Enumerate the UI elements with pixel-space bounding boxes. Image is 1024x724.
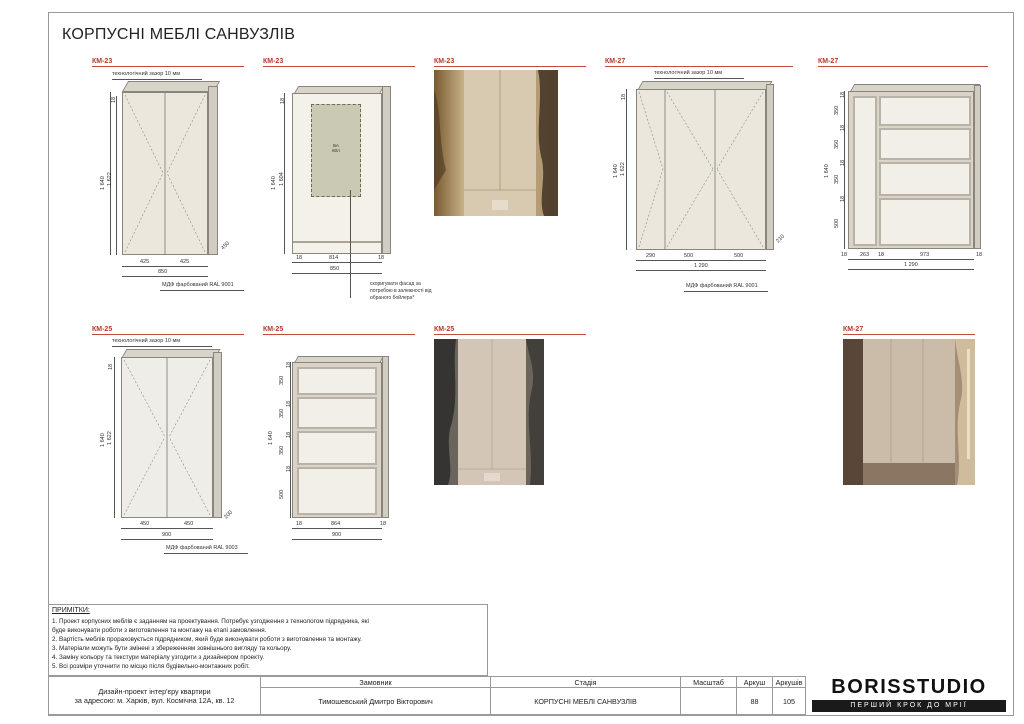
material-note: МДФ фарбований RAL 9001 bbox=[686, 283, 758, 289]
width-dim: 425 bbox=[180, 259, 190, 265]
narrow-column bbox=[853, 96, 877, 246]
client-header: Замовник bbox=[261, 677, 491, 688]
shelf-compartment bbox=[297, 367, 377, 395]
thick-dim: 18 bbox=[840, 195, 846, 202]
tag-underline bbox=[843, 334, 975, 335]
cabinet-front bbox=[122, 92, 208, 255]
leader-line bbox=[654, 78, 744, 79]
shelf-dim: 500 bbox=[279, 489, 285, 499]
dim-line bbox=[848, 269, 974, 270]
total-width-dim: 850 bbox=[158, 269, 168, 275]
dim: 263 bbox=[860, 252, 870, 258]
total-width-dim: 1 290 bbox=[904, 262, 918, 268]
gap-note: технологічний зазор 10 мм bbox=[654, 70, 723, 76]
dim-line bbox=[626, 89, 627, 250]
shelf-dim: 350 bbox=[834, 174, 840, 184]
page-title: КОРПУСНІ МЕБЛІ САНВУЗЛІВ bbox=[62, 26, 296, 43]
door-swing-lines bbox=[122, 358, 212, 517]
material-note: МДФ фарбований RAL 9001 bbox=[162, 282, 234, 288]
sheet-header: Аркуш bbox=[737, 677, 773, 688]
render-image bbox=[434, 339, 544, 485]
tag-underline bbox=[434, 334, 586, 335]
thick-dim: 18 bbox=[840, 159, 846, 166]
dim-line bbox=[284, 93, 285, 254]
dim: 18 bbox=[380, 521, 387, 527]
boiler-label: БА 80л bbox=[332, 143, 340, 153]
top-dim: 18 bbox=[108, 363, 114, 370]
top-dim: 18 bbox=[111, 96, 117, 103]
dim: 973 bbox=[920, 252, 930, 258]
dim-line bbox=[636, 270, 766, 271]
stage-value: КОРПУСНІ МЕБЛІ САНВУЗЛІВ bbox=[491, 688, 681, 715]
notes-line: 3. Матеріали можуть бути змінені з збереженням зовнішнього вигляду та кольору. bbox=[52, 645, 292, 652]
dim-line bbox=[122, 276, 208, 277]
inner-height-dim: 1 604 bbox=[279, 172, 285, 186]
render-km25 bbox=[434, 339, 544, 485]
dim: 18 bbox=[976, 252, 983, 258]
notes-line: буде виконувати роботи з виготовлення та монтажу на етапі замовлення. bbox=[52, 627, 267, 634]
dim: 18 bbox=[378, 255, 385, 261]
logo-name: BORISSTUDIO bbox=[831, 676, 987, 698]
depth-dim: 200 bbox=[223, 509, 234, 521]
notes-line: 2. Вартість меблів прораховується підрядником, який буде виконувати роботи з виготовлення та монтажу. bbox=[52, 636, 362, 643]
cabinet-side bbox=[766, 84, 774, 250]
material-note: МДФ фарбований RAL 9003 bbox=[166, 545, 238, 551]
dim-line bbox=[122, 266, 208, 267]
height-dim: 1 640 bbox=[100, 176, 106, 190]
tag-underline bbox=[92, 66, 244, 67]
thick-dim: 18 bbox=[286, 361, 292, 368]
thick-dim: 18 bbox=[286, 465, 292, 472]
project-cell bbox=[49, 677, 261, 715]
dim: 18 bbox=[878, 252, 885, 258]
leader-line bbox=[350, 190, 351, 298]
cabinet-section bbox=[848, 91, 974, 249]
notes-title: ПРИМІТКИ: bbox=[52, 607, 90, 614]
dim-line bbox=[292, 528, 382, 529]
studio-logo bbox=[806, 676, 1012, 714]
door-swing-lines bbox=[123, 93, 207, 254]
height-dim: 1 640 bbox=[271, 176, 277, 190]
width-dim: 425 bbox=[140, 259, 150, 265]
dim-line bbox=[114, 357, 115, 518]
dim-line bbox=[292, 262, 382, 263]
tag-underline bbox=[92, 334, 244, 335]
shelf-dim: 350 bbox=[834, 139, 840, 149]
project-address: за адресою: м. Харків, вул. Космічна 12А, кв. 12 bbox=[74, 695, 235, 705]
dim-line bbox=[292, 273, 382, 274]
width-dim: 500 bbox=[684, 253, 694, 259]
cabinet-side bbox=[208, 86, 218, 255]
drawing-tag: КМ-23 bbox=[263, 58, 284, 65]
gap-note: технологічний зазор 10 мм bbox=[112, 71, 181, 77]
cabinet-section bbox=[292, 93, 382, 254]
shelf-compartment bbox=[297, 397, 377, 429]
dim: 18 bbox=[296, 521, 303, 527]
door-height-dim: 1 622 bbox=[620, 162, 626, 176]
thick-dim: 18 bbox=[840, 91, 846, 98]
dim-line bbox=[290, 362, 291, 518]
total-width-dim: 1 290 bbox=[694, 263, 708, 269]
door-height-dim: 1 622 bbox=[107, 431, 113, 445]
drawing-tag: КМ-23 bbox=[434, 58, 455, 65]
shelf-dim: 350 bbox=[279, 408, 285, 418]
cabinet-side bbox=[382, 356, 389, 518]
shelf-dim: 350 bbox=[834, 105, 840, 115]
shelf-compartment bbox=[879, 198, 971, 246]
notes-line: 5. Всі розміри уточнити по місцю після будівельно-монтажних робіт. bbox=[52, 663, 250, 670]
cabinet-front bbox=[121, 357, 213, 518]
tag-underline bbox=[263, 66, 415, 67]
thick-dim: 18 bbox=[840, 124, 846, 131]
boiler-note: скоригувати фасад за потребою в залежності від обраного бойлера* bbox=[370, 281, 432, 301]
cabinet-section bbox=[292, 362, 382, 518]
door-swing-lines bbox=[637, 90, 765, 249]
height-dim: 1 640 bbox=[613, 164, 619, 178]
leader-line bbox=[160, 290, 244, 291]
dim: 18 bbox=[841, 252, 848, 258]
client-name: Тимошевський Дмитро Вікторович bbox=[261, 688, 491, 715]
sheets-total: 105 bbox=[773, 688, 805, 715]
shelf-dim: 350 bbox=[279, 375, 285, 385]
gap-note: технологічний зазор 10 мм bbox=[112, 338, 181, 344]
dim-line bbox=[116, 96, 117, 255]
depth-dim: 450 bbox=[220, 240, 231, 252]
dim-line bbox=[292, 539, 382, 540]
sheet-number: 88 bbox=[737, 688, 773, 715]
cabinet-front bbox=[636, 89, 766, 250]
thick-dim: 18 bbox=[286, 431, 292, 438]
cabinet-side bbox=[213, 352, 222, 518]
tag-underline bbox=[263, 334, 415, 335]
leader-line bbox=[112, 346, 212, 347]
height-dim: 1 640 bbox=[824, 164, 830, 178]
width-dim: 290 bbox=[646, 253, 656, 259]
scale-value bbox=[681, 688, 737, 715]
dim-line bbox=[848, 259, 974, 260]
total-width-dim: 900 bbox=[162, 532, 172, 538]
cabinet-side bbox=[382, 86, 391, 254]
boiler-cutout bbox=[311, 104, 361, 197]
project-title: Дизайн-проект інтер'єру квартири bbox=[98, 686, 211, 696]
tag-underline bbox=[434, 66, 586, 67]
shelf-dim: 350 bbox=[279, 445, 285, 455]
width-dim: 450 bbox=[184, 521, 194, 527]
logo-tagline: ПЕРШИЙ КРОК ДО МРІЇ bbox=[812, 700, 1006, 712]
scale-header: Масштаб bbox=[681, 677, 737, 688]
shelf-compartment bbox=[879, 162, 971, 196]
stage-header: Стадія bbox=[491, 677, 681, 688]
tag-underline bbox=[818, 66, 988, 67]
render-image bbox=[843, 339, 975, 485]
notes-line: 4. Заміну кольору та текстури матеріалу узгодити з дизайнером проекту. bbox=[52, 654, 265, 661]
dim: 814 bbox=[329, 255, 339, 261]
notes-line: 1. Проект корпусних меблів є заданням на проектування. Потребує узгодження з технологом підрядника, які bbox=[52, 618, 369, 625]
drawing-tag: КМ-25 bbox=[92, 326, 113, 333]
shelf-dim: 500 bbox=[834, 218, 840, 228]
dim: 18 bbox=[296, 255, 303, 261]
drawing-tag: КМ-27 bbox=[843, 326, 864, 333]
render-km27 bbox=[843, 339, 975, 485]
title-block bbox=[48, 676, 806, 716]
total-width-dim: 850 bbox=[330, 266, 340, 272]
dim: 864 bbox=[331, 521, 341, 527]
bottom-shelf bbox=[293, 241, 381, 243]
tag-underline bbox=[605, 66, 793, 67]
shelf-compartment bbox=[297, 467, 377, 515]
thick-dim: 18 bbox=[286, 400, 292, 407]
sheets-header: Аркушів bbox=[773, 677, 805, 688]
top-dim: 18 bbox=[621, 93, 627, 100]
depth-dim: 210 bbox=[775, 233, 786, 245]
dim-line bbox=[121, 539, 213, 540]
drawing-tag: КМ-25 bbox=[434, 326, 455, 333]
shelf-compartment bbox=[879, 128, 971, 160]
dim-line bbox=[844, 91, 845, 249]
drawing-tag: КМ-27 bbox=[605, 58, 626, 65]
render-image bbox=[434, 70, 558, 216]
shelf-compartment bbox=[297, 431, 377, 465]
render-km23 bbox=[434, 70, 558, 216]
dim-line bbox=[121, 528, 213, 529]
top-dim: 18 bbox=[280, 97, 286, 104]
cabinet-top bbox=[122, 81, 220, 92]
notes-panel bbox=[48, 604, 488, 676]
drawing-tag: КМ-27 bbox=[818, 58, 839, 65]
shelf-compartment bbox=[879, 96, 971, 126]
width-dim: 450 bbox=[140, 521, 150, 527]
total-width-dim: 900 bbox=[332, 532, 342, 538]
cabinet-side bbox=[974, 85, 981, 249]
dim-line bbox=[636, 260, 766, 261]
leader-line bbox=[112, 79, 202, 80]
height-dim: 1 640 bbox=[268, 431, 274, 445]
drawing-tag: КМ-25 bbox=[263, 326, 284, 333]
width-dim: 500 bbox=[734, 253, 744, 259]
leader-line bbox=[164, 553, 248, 554]
drawing-tag: КМ-23 bbox=[92, 58, 113, 65]
leader-line bbox=[684, 291, 768, 292]
height-dim: 1 640 bbox=[100, 433, 106, 447]
door-height-dim: 1 622 bbox=[107, 172, 113, 186]
